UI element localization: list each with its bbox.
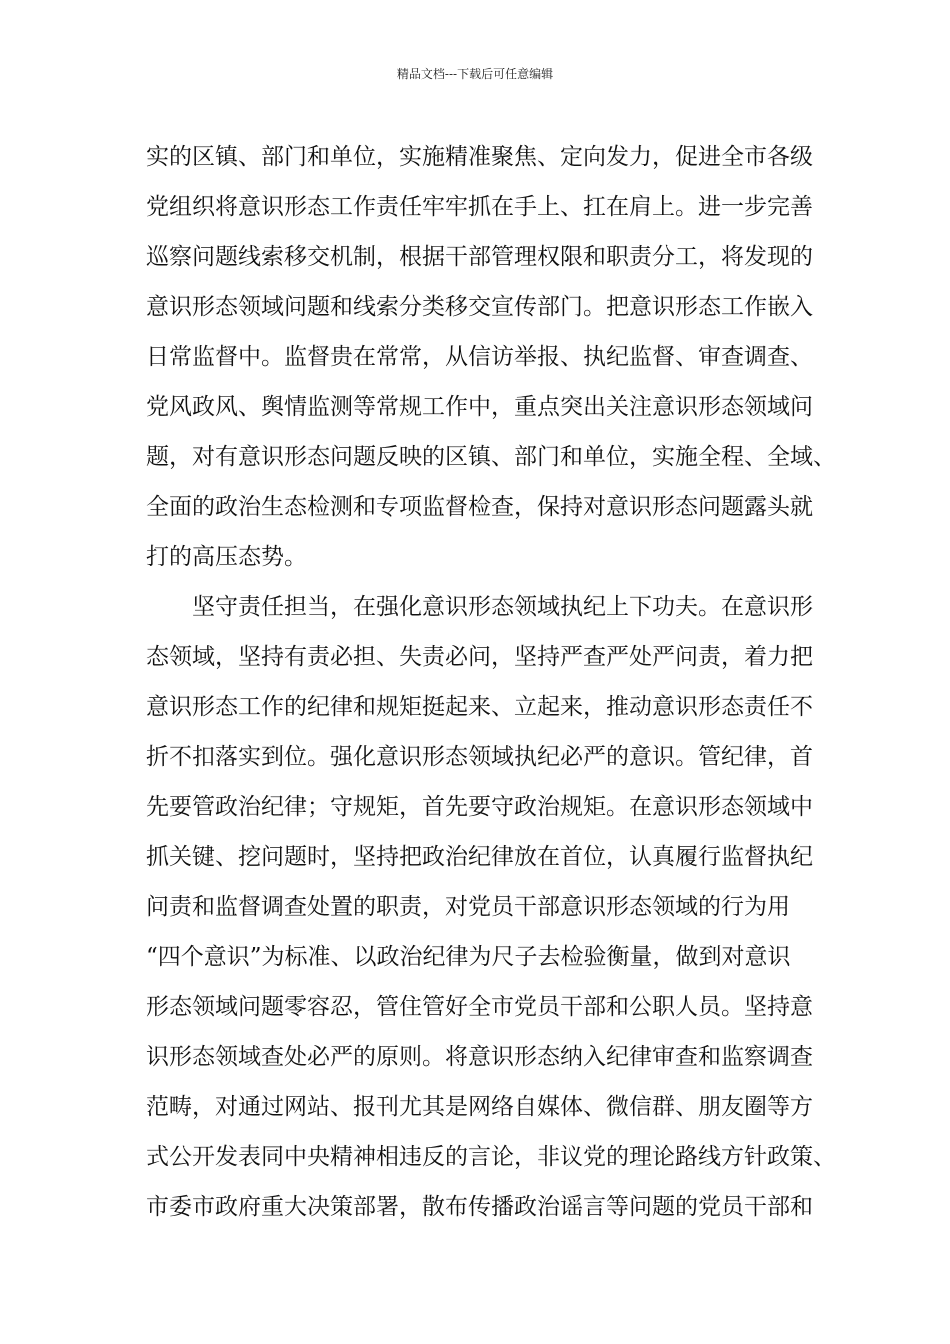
text-line: 态领域，坚持有责必担、失责必问，坚持严查严处严问责，着力把 xyxy=(146,644,813,670)
text-line: 党组织将意识形态工作责任牢牢抓在手上、扛在肩上。进一步完善 xyxy=(146,194,813,220)
text-line: 范畴，对通过网站、报刊尤其是网络自媒体、微信群、朋友圈等方 xyxy=(146,1094,813,1120)
text-line: 意识形态领域问题和线索分类移交宣传部门。把意识形态工作嵌入 xyxy=(146,294,813,320)
paragraph-first-line: 坚守责任担当，在强化意识形态领域执纪上下功夫。在意识形 xyxy=(192,594,813,620)
page-header: 精品文档---下载后可任意编辑 xyxy=(396,67,554,81)
text-line: 党风政风、舆情监测等常规工作中，重点突出关注意识形态领域问 xyxy=(146,394,813,420)
text-line: 抓关键、挖问题时，坚持把政治纪律放在首位，认真履行监督执纪 xyxy=(146,844,813,870)
text-line: 式公开发表同中央精神相违反的言论，非议党的理论路线方针政策、 xyxy=(146,1144,836,1170)
text-line: 全面的政治生态检测和专项监督检查，保持对意识形态问题露头就 xyxy=(146,494,813,520)
text-line: 市委市政府重大决策部署，散布传播政治谣言等问题的党员干部和 xyxy=(146,1194,813,1220)
document-body xyxy=(146,132,836,1232)
text-line: 先要管政治纪律；守规矩，首先要守政治规矩。在意识形态领域中 xyxy=(146,794,813,820)
text-line: 打的高压态势。 xyxy=(146,544,307,570)
text-line: 问责和监督调查处置的职责，对党员干部意识形态领域的行为用 xyxy=(146,894,790,920)
text-line: 日常监督中。监督贵在常常，从信访举报、执纪监督、审查调查、 xyxy=(146,344,813,370)
text-line: 识形态领域查处必严的原则。将意识形态纳入纪律审查和监察调查 xyxy=(146,1044,813,1070)
text-line: 意识形态工作的纪律和规矩挺起来、立起来，推动意识形态责任不 xyxy=(146,694,813,720)
text-line: 巡察问题线索移交机制，根据干部管理权限和职责分工，将发现的 xyxy=(146,244,813,270)
text-line: 题，对有意识形态问题反映的区镇、部门和单位，实施全程、全域、 xyxy=(146,444,836,470)
text-line: “四个意识”为标准、以政治纪律为尺子去检验衡量，做到对意识 xyxy=(146,944,791,970)
text-line: 折不扣落实到位。强化意识形态领域执纪必严的意识。管纪律，首 xyxy=(146,744,813,770)
text-line: 实的区镇、部门和单位，实施精准聚焦、定向发力，促进全市各级 xyxy=(146,144,813,170)
text-line: 形态领域问题零容忍，管住管好全市党员干部和公职人员。坚持意 xyxy=(146,994,813,1020)
